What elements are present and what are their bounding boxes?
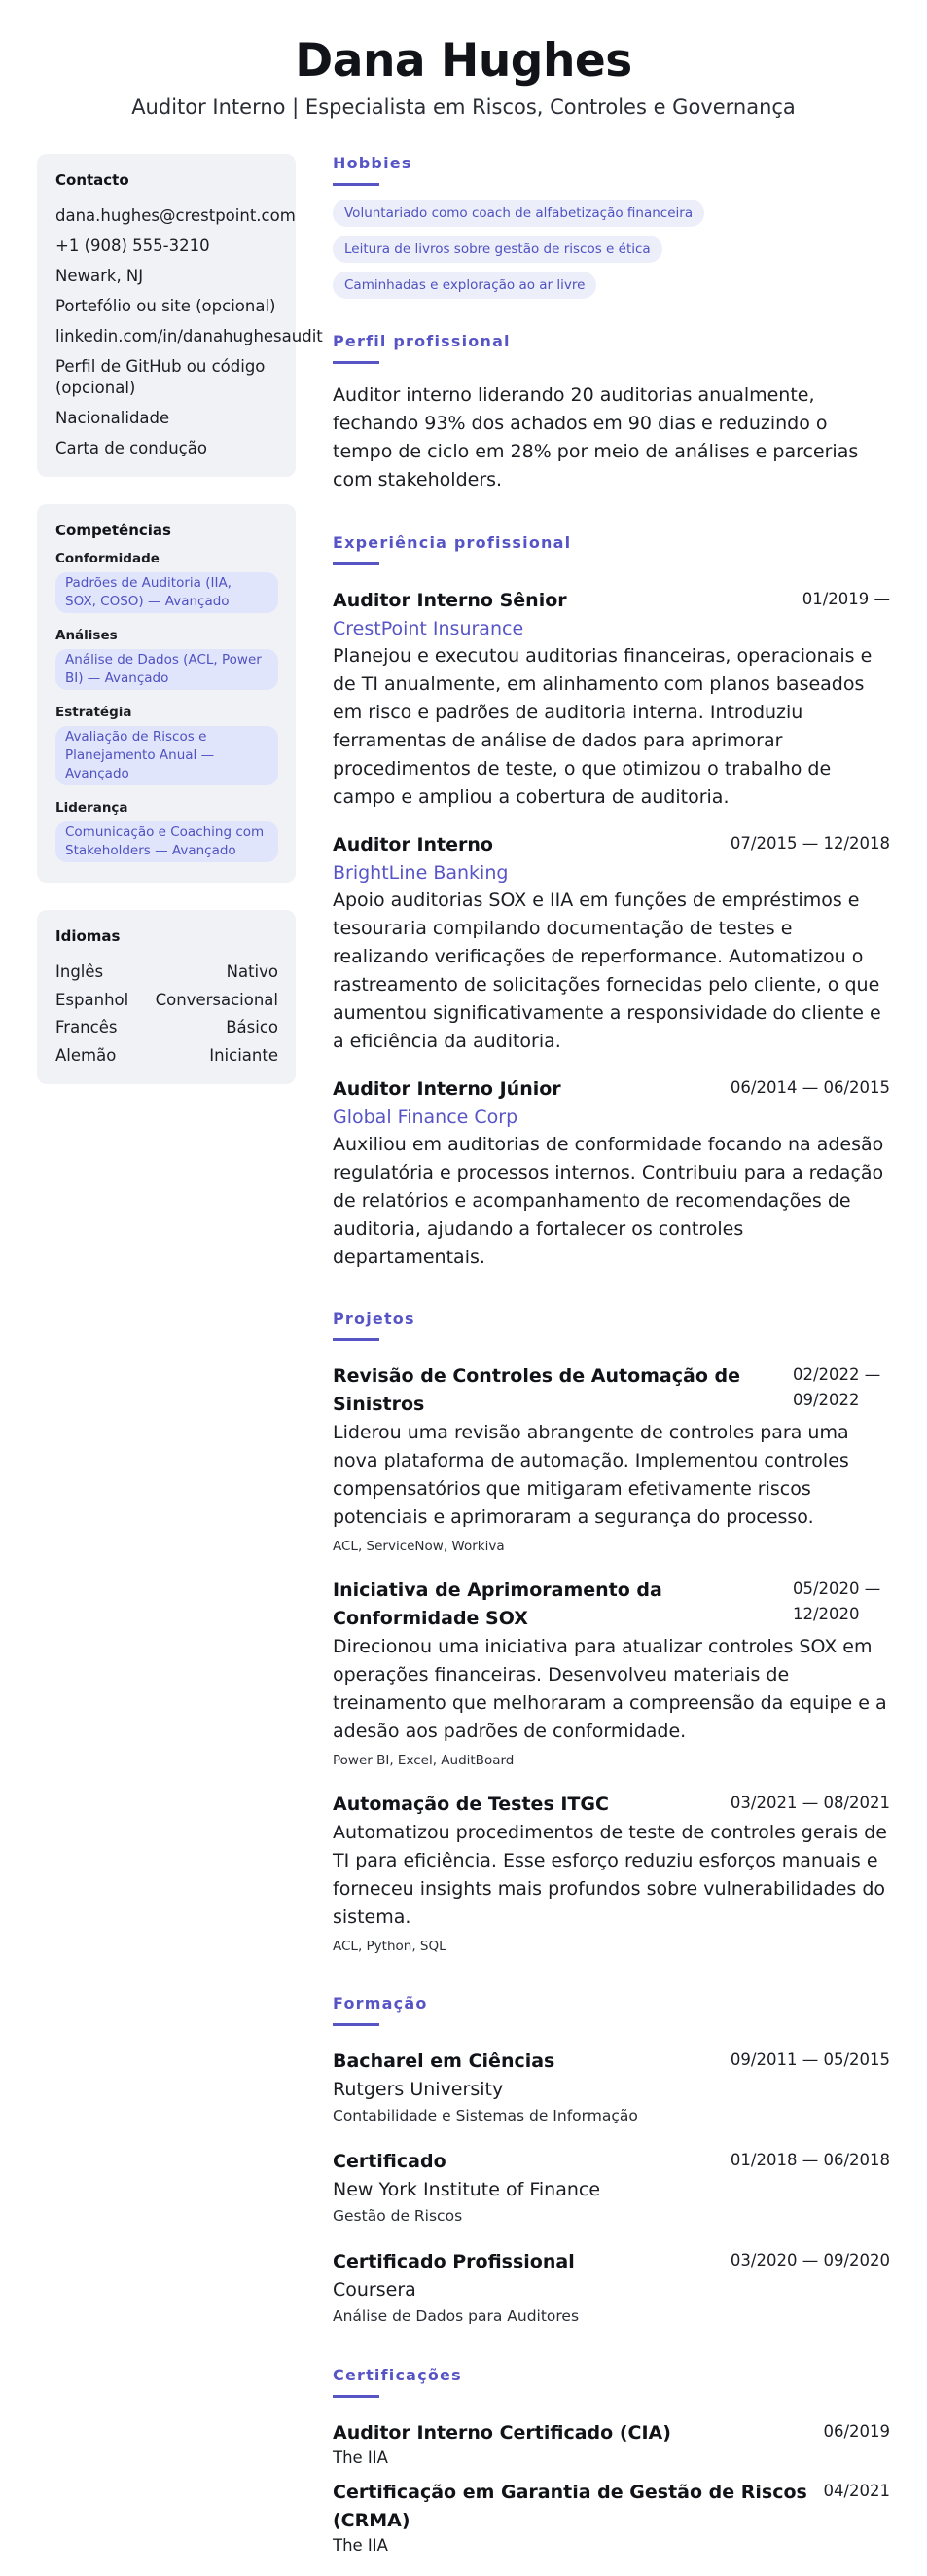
certification-date: 06/2019 [823,2422,890,2441]
profile-section [333,332,890,494]
skill-group [55,628,278,690]
contact-license: Carta de condução [55,439,207,457]
project-date: 05/2020 — 12/2020 [793,1579,881,1623]
skills-card [37,504,296,883]
certification-name: Auditor Interno Certificado (CIA) [333,2422,671,2444]
contact-email[interactable]: dana.hughes@crestpoint.com [55,206,296,225]
school-name: Coursera [333,2279,416,2301]
project-entry [333,1362,890,1557]
job-date: 06/2014 — 06/2015 [730,1078,890,1097]
certification-issuer: The IIA [333,2536,388,2555]
language-name: Alemão [55,1045,117,1065]
languages-title: Idiomas [55,927,121,945]
project-tech: Power BI, Excel, AuditBoard [333,1753,515,1768]
company-name: CrestPoint Insurance [333,618,524,639]
job-description: Apoio auditorias SOX e IIA em funções de empréstimos e tesouraria compilando documentação de testes e realizando verificações de reperformance. Automatizou o rastreamento de solicitações fornecidas pelo cliente, o que aumentou significativamente a responsividade do cliente e a eficiência da auditoria. [333,889,881,1052]
education-date: 09/2011 — 05/2015 [730,2050,890,2069]
languages-card [37,910,296,1084]
job-title: Auditor Interno Júnior [333,1078,561,1100]
project-description: Direcionou uma iniciativa para atualizar controles SOX em operações financeiras. Desenvolveu materiais de treinamento que melhoraram a compreensão da equipe e a adesão aos padrões de conformidade. [333,1636,887,1742]
study-field: Gestão de Riscos [333,2207,463,2225]
project-entry [333,1791,890,1957]
contact-nationality: Nacionalidade [55,409,170,427]
language-row [55,1017,278,1038]
experience-entry [333,587,890,812]
degree-title: Bacharel em Ciências [333,2050,555,2072]
contact-linkedin[interactable]: linkedin.com/in/danahughesaudit [55,327,323,345]
section-title: Formação [333,1994,428,2013]
section-divider [333,183,379,186]
section-title: Projetos [333,1309,415,1327]
skill-group [55,800,278,862]
resume-header [0,0,927,119]
candidate-headline: Auditor Interno | Especialista em Riscos, Controles e Governança [131,95,796,119]
education-section [333,1994,890,2329]
degree-title: Certificado Profissional [333,2251,575,2272]
language-level: Conversacional [155,990,278,1009]
section-title: Experiência profissional [333,533,572,552]
study-field: Análise de Dados para Auditores [333,2307,580,2325]
language-level: Iniciante [209,1045,278,1065]
section-title: Perfil profissional [333,332,511,350]
project-date: 02/2022 — 09/2022 [793,1365,881,1409]
education-entry [333,2048,890,2128]
project-description: Liderou uma revisão abrangente de controles para uma nova plataforma de automação. Implementou controles compensatórios que mitigaram efetivamente riscos potenciais e aprimoraram a segurança do processo. [333,1422,849,1528]
skill-category: Análises [55,628,118,643]
skill-pill: Comunicação e Coaching com Stakeholders — Avançado [55,821,278,862]
education-date: 01/2018 — 06/2018 [730,2151,890,2169]
experience-entry [333,1075,890,1272]
company-name: BrightLine Banking [333,862,509,884]
project-tech: ACL, Python, SQL [333,1939,446,1954]
education-entry [333,2248,890,2329]
school-name: Rutgers University [333,2079,504,2100]
degree-title: Certificado [333,2151,446,2172]
skill-pill: Padrões de Auditoria (IIA, SOX, COSO) — Avançado [55,572,278,613]
skill-group [55,551,278,613]
certification-issuer: The IIA [333,2449,388,2467]
experience-section [333,533,890,1272]
contact-title: Contacto [55,171,129,189]
skill-category: Conformidade [55,551,160,566]
language-level: Básico [226,1018,278,1036]
language-name: Francês [55,1018,118,1036]
hobby-pill: Caminhadas e exploração ao ar livre [333,272,596,299]
certification-name: Certificação em Garantia de Gestão de Riscos (CRMA) [333,2482,807,2531]
section-divider [333,2395,379,2398]
language-row [55,961,278,983]
company-name: Global Finance Corp [333,1107,518,1128]
language-name: Inglês [55,962,104,981]
contact-portfolio[interactable]: Portefólio ou site (opcional) [55,297,276,315]
contact-location: Newark, NJ [55,267,144,285]
main-column [333,154,890,2576]
contact-github[interactable]: Perfil de GitHub ou código (opcional) [55,357,266,397]
section-divider [333,361,379,364]
study-field: Contabilidade e Sistemas de Informação [333,2107,638,2124]
project-entry [333,1577,890,1771]
job-title: Auditor Interno Sênior [333,590,567,611]
skill-pill: Avaliação de Riscos e Planejamento Anual — Avançado [55,726,278,785]
language-row [55,990,278,1011]
education-date: 03/2020 — 09/2020 [730,2251,890,2269]
project-date: 03/2021 — 08/2021 [730,1794,890,1812]
job-description: Auxiliou em auditorias de conformidade focando na adesão regulatória e processos internos. Contribuiu para a redação de relatórios e acompanhamento de recomendações de auditoria, ajudando a fortalecer os controles departamentais. [333,1134,884,1268]
section-divider [333,1338,379,1341]
language-level: Nativo [226,962,278,981]
language-row [55,1045,278,1067]
project-title: Automação de Testes ITGC [333,1794,609,1815]
section-title: Hobbies [333,154,412,172]
job-description: Planejou e executou auditorias financeiras, operacionais e de TI anualmente, em alinhamento com planos baseados em risco e padrões de auditoria interna. Introduziu ferramentas de análise de dados para aprimorar procedimentos de teste, o que otimizou o trabalho de campo e ampliou a cobertura de auditoria. [333,645,873,808]
hobby-pill: Voluntariado como coach de alfabetização financeira [333,200,704,227]
section-divider [333,2023,379,2026]
certification-entry [333,2479,890,2557]
candidate-name: Dana Hughes [295,34,632,88]
skill-pill: Análise de Dados (ACL, Power BI) — Avançado [55,649,278,690]
section-title: Certificações [333,2366,462,2384]
skills-title: Competências [55,522,171,539]
school-name: New York Institute of Finance [333,2179,601,2200]
project-description: Automatizou procedimentos de teste de controles gerais de TI para eficiência. Esse esforço reduziu esforços manuais e forneceu insights mais profundos sobre vulnerabilidades do sistema. [333,1822,887,1928]
hobby-pill: Leitura de livros sobre gestão de riscos e ética [333,236,662,263]
skill-category: Estratégia [55,705,132,720]
job-date: 01/2019 — [802,590,890,608]
certifications-section [333,2366,890,2557]
project-title: Revisão de Controles de Automação de Sinistros [333,1365,740,1415]
hobbies-section [333,154,890,308]
contact-card [37,154,323,477]
certification-entry [333,2419,890,2469]
job-date: 07/2015 — 12/2018 [730,834,890,853]
certification-date: 04/2021 [823,2482,890,2500]
profile-summary: Auditor interno liderando 20 auditorias anualmente, fechando 93% dos achados em 90 dias e reduzindo o tempo de ciclo em 28% por meio de análises e parcerias com stakeholders. [333,384,859,490]
education-entry [333,2148,890,2229]
experience-entry [333,831,890,1056]
project-title: Iniciativa de Aprimoramento da Conformidade SOX [333,1579,662,1629]
project-tech: ACL, ServiceNow, Workiva [333,1539,505,1554]
projects-section [333,1309,890,1957]
contact-phone[interactable]: +1 (908) 555-3210 [55,236,210,255]
language-name: Espanhol [55,990,129,1009]
skill-category: Liderança [55,800,128,816]
sidebar [37,154,323,1111]
section-divider [333,562,379,565]
job-title: Auditor Interno [333,834,493,855]
skill-group [55,705,278,785]
